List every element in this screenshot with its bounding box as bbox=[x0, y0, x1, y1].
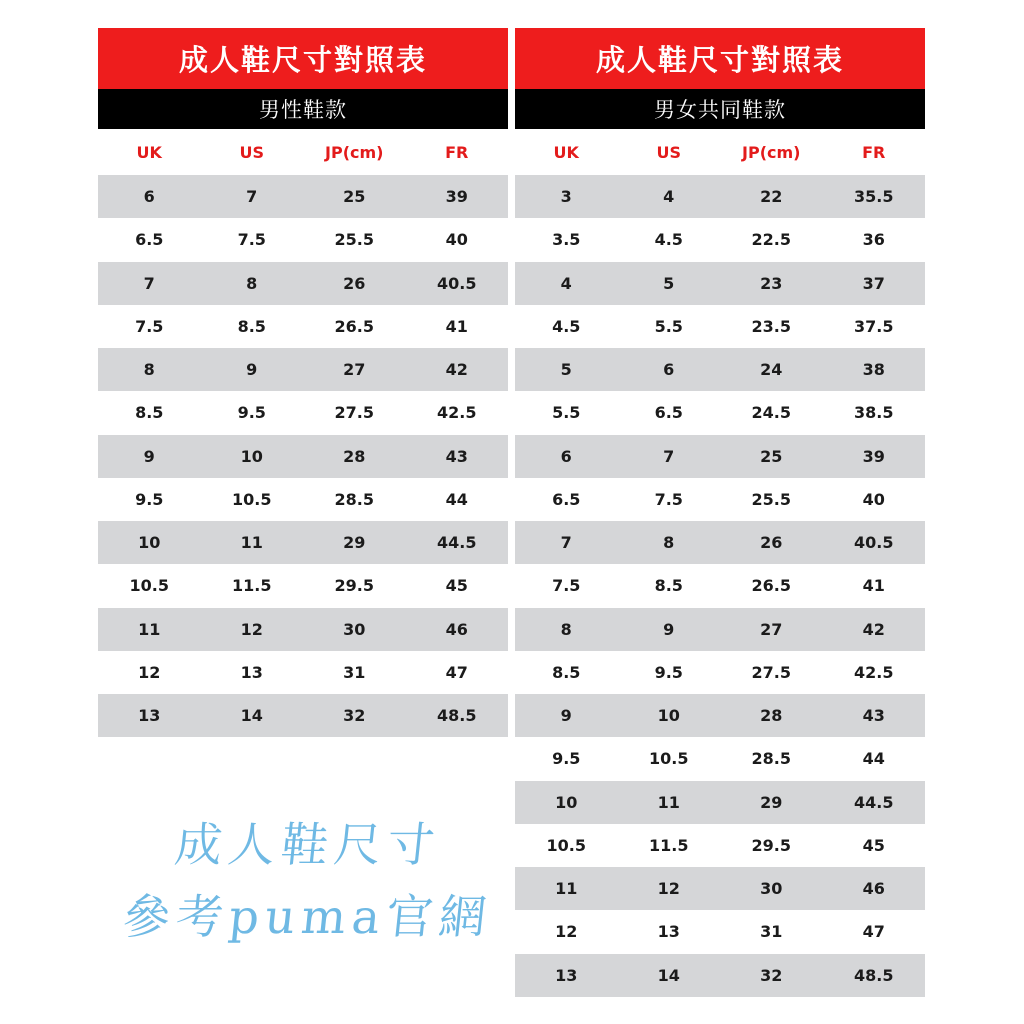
cell-jp: 30 bbox=[760, 879, 783, 899]
cell-us: 12 bbox=[240, 619, 263, 639]
cell-us: 9 bbox=[663, 619, 675, 639]
table-row bbox=[98, 262, 508, 305]
cell-uk: 13 bbox=[555, 965, 578, 985]
cell-us: 6.5 bbox=[654, 403, 683, 423]
cell-jp: 28.5 bbox=[751, 749, 791, 769]
cell-fr: 38.5 bbox=[854, 403, 894, 423]
cell-us: 10.5 bbox=[649, 749, 689, 769]
cell-jp: 28 bbox=[343, 446, 366, 466]
header-uk: UK bbox=[136, 142, 162, 162]
cell-uk: 5 bbox=[560, 360, 572, 380]
table-row bbox=[515, 608, 925, 651]
cell-uk: 8 bbox=[143, 360, 155, 380]
cell-us: 10 bbox=[240, 446, 263, 466]
cell-uk: 6 bbox=[143, 187, 155, 207]
handwritten-note-line1: 成人鞋尺寸 bbox=[172, 818, 443, 873]
cell-jp: 24.5 bbox=[751, 403, 791, 423]
cell-uk: 9.5 bbox=[552, 749, 581, 769]
cell-jp: 30 bbox=[343, 619, 366, 639]
cell-us: 11 bbox=[240, 533, 263, 553]
cell-uk: 6 bbox=[560, 446, 572, 466]
cell-us: 7 bbox=[246, 187, 258, 207]
cell-us: 8.5 bbox=[237, 316, 266, 336]
cell-us: 4 bbox=[663, 187, 675, 207]
cell-fr: 39 bbox=[862, 446, 885, 466]
cell-fr: 42 bbox=[445, 360, 468, 380]
header-fr: FR bbox=[445, 142, 469, 162]
cell-fr: 42 bbox=[862, 619, 885, 639]
table-row bbox=[98, 175, 508, 218]
cell-us: 9.5 bbox=[237, 403, 266, 423]
cell-fr: 42.5 bbox=[854, 662, 894, 682]
table-row bbox=[98, 694, 508, 737]
cell-us: 9.5 bbox=[654, 662, 683, 682]
cell-us: 7.5 bbox=[237, 230, 266, 250]
cell-uk: 6.5 bbox=[552, 489, 581, 509]
header-jp: JP(cm) bbox=[325, 142, 384, 162]
cell-uk: 3.5 bbox=[552, 230, 581, 250]
cell-us: 13 bbox=[240, 662, 263, 682]
cell-uk: 13 bbox=[138, 706, 161, 726]
table-row bbox=[515, 867, 925, 910]
cell-jp: 29 bbox=[760, 792, 783, 812]
header-fr: FR bbox=[862, 142, 886, 162]
cell-fr: 44.5 bbox=[437, 533, 477, 553]
table-row bbox=[98, 391, 508, 434]
cell-jp: 31 bbox=[760, 922, 783, 942]
cell-jp: 26.5 bbox=[334, 316, 374, 336]
cell-us: 8.5 bbox=[654, 576, 683, 596]
table-row bbox=[98, 651, 508, 694]
cell-fr: 41 bbox=[862, 576, 885, 596]
cell-us: 11.5 bbox=[649, 835, 689, 855]
table-row bbox=[515, 737, 925, 780]
cell-jp: 27.5 bbox=[334, 403, 374, 423]
cell-fr: 44 bbox=[862, 749, 885, 769]
unisex-size-table bbox=[515, 28, 925, 997]
cell-fr: 45 bbox=[862, 835, 885, 855]
cell-uk: 9 bbox=[560, 706, 572, 726]
cell-us: 12 bbox=[657, 879, 680, 899]
cell-fr: 36 bbox=[862, 230, 885, 250]
cell-uk: 12 bbox=[555, 922, 578, 942]
cell-fr: 46 bbox=[862, 879, 885, 899]
cell-jp: 31 bbox=[343, 662, 366, 682]
cell-uk: 10.5 bbox=[546, 835, 586, 855]
cell-uk: 11 bbox=[138, 619, 161, 639]
table-row bbox=[515, 781, 925, 824]
cell-us: 7.5 bbox=[654, 489, 683, 509]
cell-uk: 5.5 bbox=[552, 403, 581, 423]
cell-jp: 28 bbox=[760, 706, 783, 726]
cell-fr: 40 bbox=[862, 489, 885, 509]
cell-uk: 10.5 bbox=[129, 576, 169, 596]
cell-uk: 7.5 bbox=[552, 576, 581, 596]
cell-jp: 27.5 bbox=[751, 662, 791, 682]
table-row bbox=[515, 478, 925, 521]
table-row bbox=[98, 564, 508, 607]
cell-fr: 47 bbox=[862, 922, 885, 942]
cell-fr: 48.5 bbox=[437, 706, 477, 726]
cell-fr: 35.5 bbox=[854, 187, 894, 207]
cell-uk: 4.5 bbox=[552, 316, 581, 336]
cell-uk: 9 bbox=[143, 446, 155, 466]
cell-us: 14 bbox=[657, 965, 680, 985]
table-body bbox=[515, 175, 925, 997]
cell-fr: 37 bbox=[862, 273, 885, 293]
cell-fr: 45 bbox=[445, 576, 468, 596]
cell-jp: 25 bbox=[343, 187, 366, 207]
cell-us: 13 bbox=[657, 922, 680, 942]
cell-us: 5.5 bbox=[654, 316, 683, 336]
column-headers bbox=[515, 129, 925, 175]
table-row bbox=[515, 262, 925, 305]
cell-jp: 27 bbox=[343, 360, 366, 380]
cell-uk: 12 bbox=[138, 662, 161, 682]
table-row bbox=[98, 305, 508, 348]
cell-us: 6 bbox=[663, 360, 675, 380]
cell-us: 5 bbox=[663, 273, 675, 293]
cell-fr: 40.5 bbox=[854, 533, 894, 553]
cell-fr: 43 bbox=[445, 446, 468, 466]
header-uk: UK bbox=[553, 142, 579, 162]
cell-fr: 44.5 bbox=[854, 792, 894, 812]
cell-uk: 8.5 bbox=[135, 403, 164, 423]
table-row bbox=[515, 910, 925, 953]
table-row bbox=[515, 175, 925, 218]
cell-us: 14 bbox=[240, 706, 263, 726]
cell-us: 8 bbox=[663, 533, 675, 553]
cell-us: 8 bbox=[246, 273, 258, 293]
cell-fr: 40.5 bbox=[437, 273, 477, 293]
cell-us: 10 bbox=[657, 706, 680, 726]
cell-uk: 8.5 bbox=[552, 662, 581, 682]
cell-jp: 26.5 bbox=[751, 576, 791, 596]
header-us: US bbox=[239, 142, 264, 162]
header-us: US bbox=[656, 142, 681, 162]
cell-us: 9 bbox=[246, 360, 258, 380]
table-row bbox=[515, 218, 925, 261]
cell-jp: 28.5 bbox=[334, 489, 374, 509]
mens-size-table bbox=[98, 28, 508, 737]
cell-jp: 25.5 bbox=[751, 489, 791, 509]
cell-us: 7 bbox=[663, 446, 675, 466]
cell-jp: 23 bbox=[760, 273, 783, 293]
cell-jp: 25.5 bbox=[334, 230, 374, 250]
table-row bbox=[515, 954, 925, 997]
table-row bbox=[515, 824, 925, 867]
cell-fr: 41 bbox=[445, 316, 468, 336]
cell-jp: 27 bbox=[760, 619, 783, 639]
table-subtitle: 男女共同鞋款 bbox=[515, 89, 925, 129]
table-row bbox=[98, 608, 508, 651]
cell-uk: 7.5 bbox=[135, 316, 164, 336]
cell-jp: 29.5 bbox=[334, 576, 374, 596]
cell-fr: 37.5 bbox=[854, 316, 894, 336]
cell-fr: 40 bbox=[445, 230, 468, 250]
table-row bbox=[515, 651, 925, 694]
cell-uk: 7 bbox=[143, 273, 155, 293]
cell-jp: 29.5 bbox=[751, 835, 791, 855]
table-row bbox=[98, 218, 508, 261]
table-row bbox=[515, 391, 925, 434]
cell-jp: 29 bbox=[343, 533, 366, 553]
table-row bbox=[98, 348, 508, 391]
table-title: 成人鞋尺寸對照表 bbox=[515, 28, 925, 89]
cell-fr: 39 bbox=[445, 187, 468, 207]
table-row bbox=[515, 564, 925, 607]
cell-jp: 26 bbox=[760, 533, 783, 553]
header-jp: JP(cm) bbox=[742, 142, 801, 162]
cell-uk: 11 bbox=[555, 879, 578, 899]
table-row bbox=[98, 435, 508, 478]
cell-fr: 46 bbox=[445, 619, 468, 639]
table-subtitle: 男性鞋款 bbox=[98, 89, 508, 129]
table-title: 成人鞋尺寸對照表 bbox=[98, 28, 508, 89]
table-row bbox=[515, 305, 925, 348]
table-row bbox=[98, 521, 508, 564]
cell-uk: 3 bbox=[560, 187, 572, 207]
cell-jp: 25 bbox=[760, 446, 783, 466]
table-row bbox=[515, 521, 925, 564]
cell-fr: 47 bbox=[445, 662, 468, 682]
table-body bbox=[98, 175, 508, 737]
cell-uk: 4 bbox=[560, 273, 572, 293]
cell-fr: 44 bbox=[445, 489, 468, 509]
cell-us: 11 bbox=[657, 792, 680, 812]
cell-uk: 10 bbox=[555, 792, 578, 812]
cell-uk: 6.5 bbox=[135, 230, 164, 250]
table-row bbox=[515, 435, 925, 478]
cell-jp: 32 bbox=[343, 706, 366, 726]
cell-jp: 22 bbox=[760, 187, 783, 207]
table-row bbox=[515, 694, 925, 737]
table-row bbox=[98, 478, 508, 521]
cell-uk: 9.5 bbox=[135, 489, 164, 509]
cell-us: 4.5 bbox=[654, 230, 683, 250]
cell-jp: 26 bbox=[343, 273, 366, 293]
cell-jp: 23.5 bbox=[751, 316, 791, 336]
cell-fr: 43 bbox=[862, 706, 885, 726]
cell-jp: 24 bbox=[760, 360, 783, 380]
cell-jp: 22.5 bbox=[751, 230, 791, 250]
table-row bbox=[515, 348, 925, 391]
cell-us: 10.5 bbox=[232, 489, 272, 509]
cell-uk: 8 bbox=[560, 619, 572, 639]
cell-us: 11.5 bbox=[232, 576, 272, 596]
cell-jp: 32 bbox=[760, 965, 783, 985]
cell-fr: 48.5 bbox=[854, 965, 894, 985]
cell-uk: 10 bbox=[138, 533, 161, 553]
cell-fr: 42.5 bbox=[437, 403, 477, 423]
cell-uk: 7 bbox=[560, 533, 572, 553]
cell-fr: 38 bbox=[862, 360, 885, 380]
handwritten-note-line2: 參考puma官網 bbox=[120, 890, 495, 945]
column-headers bbox=[98, 129, 508, 175]
